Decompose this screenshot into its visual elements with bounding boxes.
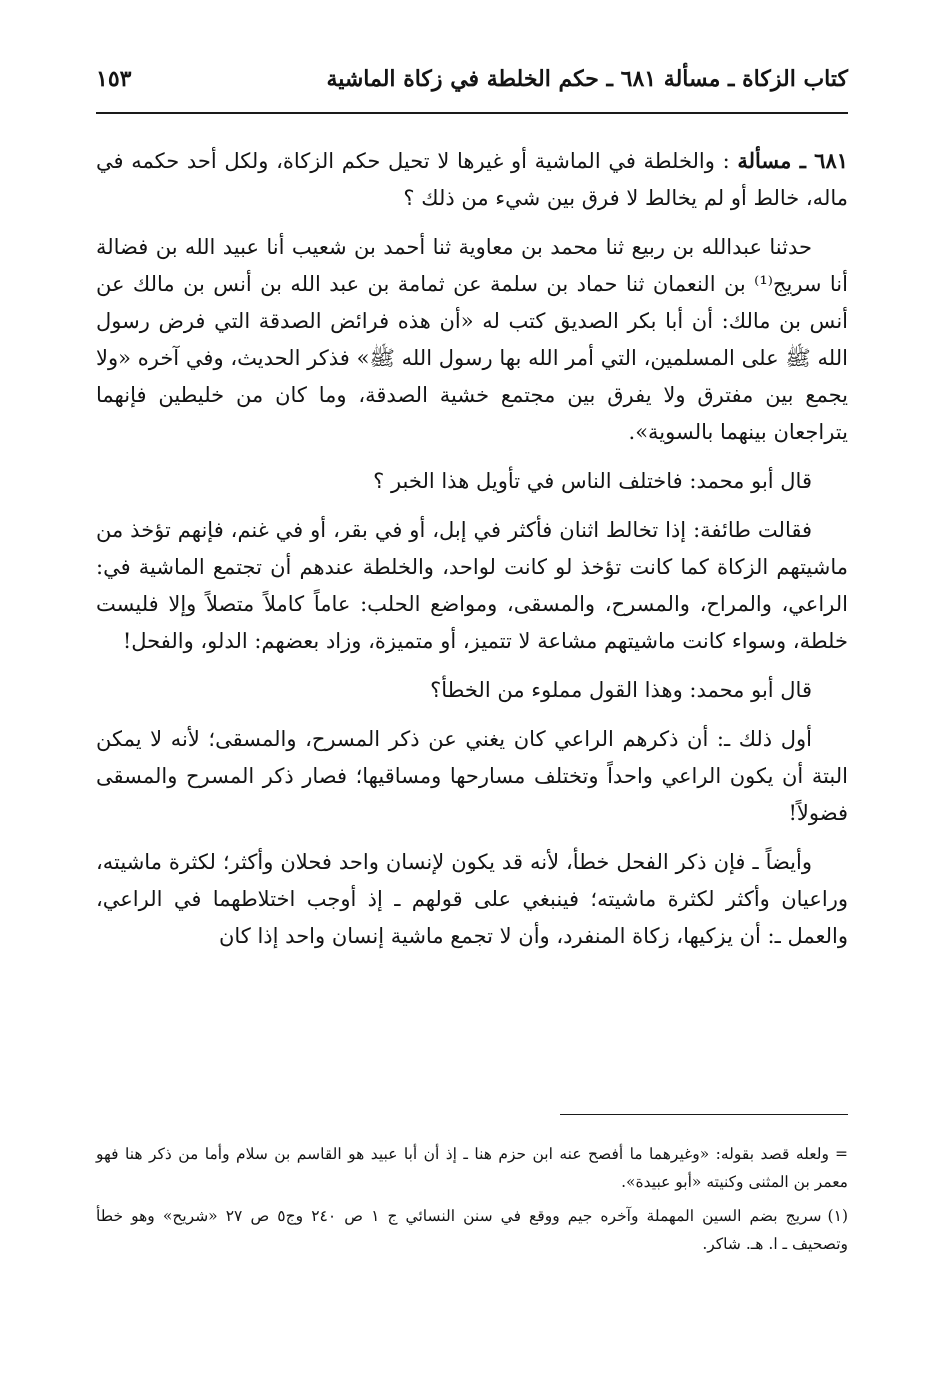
footnote-1-marker: (١): [827, 1207, 848, 1225]
page-number: ١٥٣: [96, 66, 132, 92]
footnote-continued-text: ولعله قصد بقوله: «وغيرهما ما أفصح عنه ابن حزم هنا ـ إذ أن أبا عبيد هو القاسم بن سلام وأما من ذكر هنا فهو معمر بن المثنى وكنيته «أبو عبيدة».: [96, 1145, 848, 1191]
issue-text: : والخلطة في الماشية أو غيرها لا تحيل حكم الزكاة، ولكل أحد حكمه في ماله، خالط أو لم يخالط لا فرق بين شيء من ذلك ؟: [96, 149, 848, 210]
paragraph-first-point: أول ذلك ـ: أن ذكرهم الراعي كان يغني عن ذكر المسرح، والمسقى؛ لأنه لا يمكن البتة أن يكون الراعي واحداً وتختلف مسارحها ومساقيها؛ فصار ذكر المسرح والمسقى فضولاً!: [96, 727, 848, 825]
issue-number: ٦٨١ ـ مسألة: [737, 148, 849, 173]
footnotes: [96, 1140, 848, 1264]
paragraph-rebuttal: قال أبو محمد: وهذا القول مملوء من الخطأ؟: [430, 678, 812, 702]
paragraph-opinion: فقالت طائفة: إذا تخالط اثنان فأكثر في إبل، أو في بقر، أو في غنم، فإنهم تؤخذ من ماشيتهم الزكاة كما كانت تؤخذ لو كانت لواحد، والخلطة عندهم أن تجتمع الماشية في: الراعي، والمراح، والمسرح، والمسقى، ومواضع الحلب: عاماً كاملاً متصلاً وإلا فليست خلطة، وسواء كانت ماشيتهم مشاعة لا تتميز، أو متميزة، وزاد بعضهم: الدلو، والفحل!: [96, 518, 848, 653]
footnote-1-text: سريج بضم السين المهملة وآخره جيم ووقع في سنن النسائي ج ١ ص ٢٤٠ وج٥ ص ٢٧ «شريح» وهو خطأ وتصحيف ـ ا. هـ. شاكر.: [96, 1207, 848, 1253]
paragraph-second-point: وأيضاً ـ فإن ذكر الفحل خطأ، لأنه قد يكون لإنسان واحد فحلان وأكثر؛ لكثرة ماشيته، وراعيان وأكثر لكثرة ماشيته؛ فينبغي على قولهم ـ إذ أوجب اختلاطهما في الراعي، والعمل ـ: أن يزكيها، زكاة المنفرد، وأن لا تجمع ماشية إنسان واحد إذا كان: [96, 850, 848, 948]
footnote-1: [96, 1202, 848, 1258]
paragraph-question: قال أبو محمد: فاختلف الناس في تأويل هذا الخبر ؟: [373, 469, 812, 493]
paragraph-hadith: حدثنا عبدالله بن ربيع ثنا محمد بن معاوية ثنا أحمد بن شعيب أنا عبيد الله بن فضالة أنا سريج⁽¹⁾ بن النعمان ثنا حماد بن سلمة عن ثمامة بن عبد الله بن أنس بن مالك عن أنس بن مالك: أن أبا بكر الصديق كتب له «أن هذه فرائض الصدقة التي فرض رسول الله ﷺ على المسلمين، التي أمر الله بها رسول الله ﷺ» فذكر الحديث، وفي آخره «ولا يجمع بين مفترق ولا يفرق بين مجتمع خشية الصدقة، وما كان من خليطين فإنهما يتراجعان بينهما بالسوية».: [96, 235, 848, 444]
footnote-continued: [96, 1140, 848, 1196]
header-rule: [96, 112, 848, 114]
footnote-rule: [560, 1114, 848, 1115]
running-title: كتاب الزكاة ـ مسألة ٦٨١ ـ حكم الخلطة في زكاة الماشية: [326, 66, 848, 92]
page-header: [96, 66, 848, 102]
body-text: [96, 142, 848, 967]
paragraph-issue: [96, 142, 848, 217]
footnote-continuation-marker: =: [835, 1145, 848, 1163]
